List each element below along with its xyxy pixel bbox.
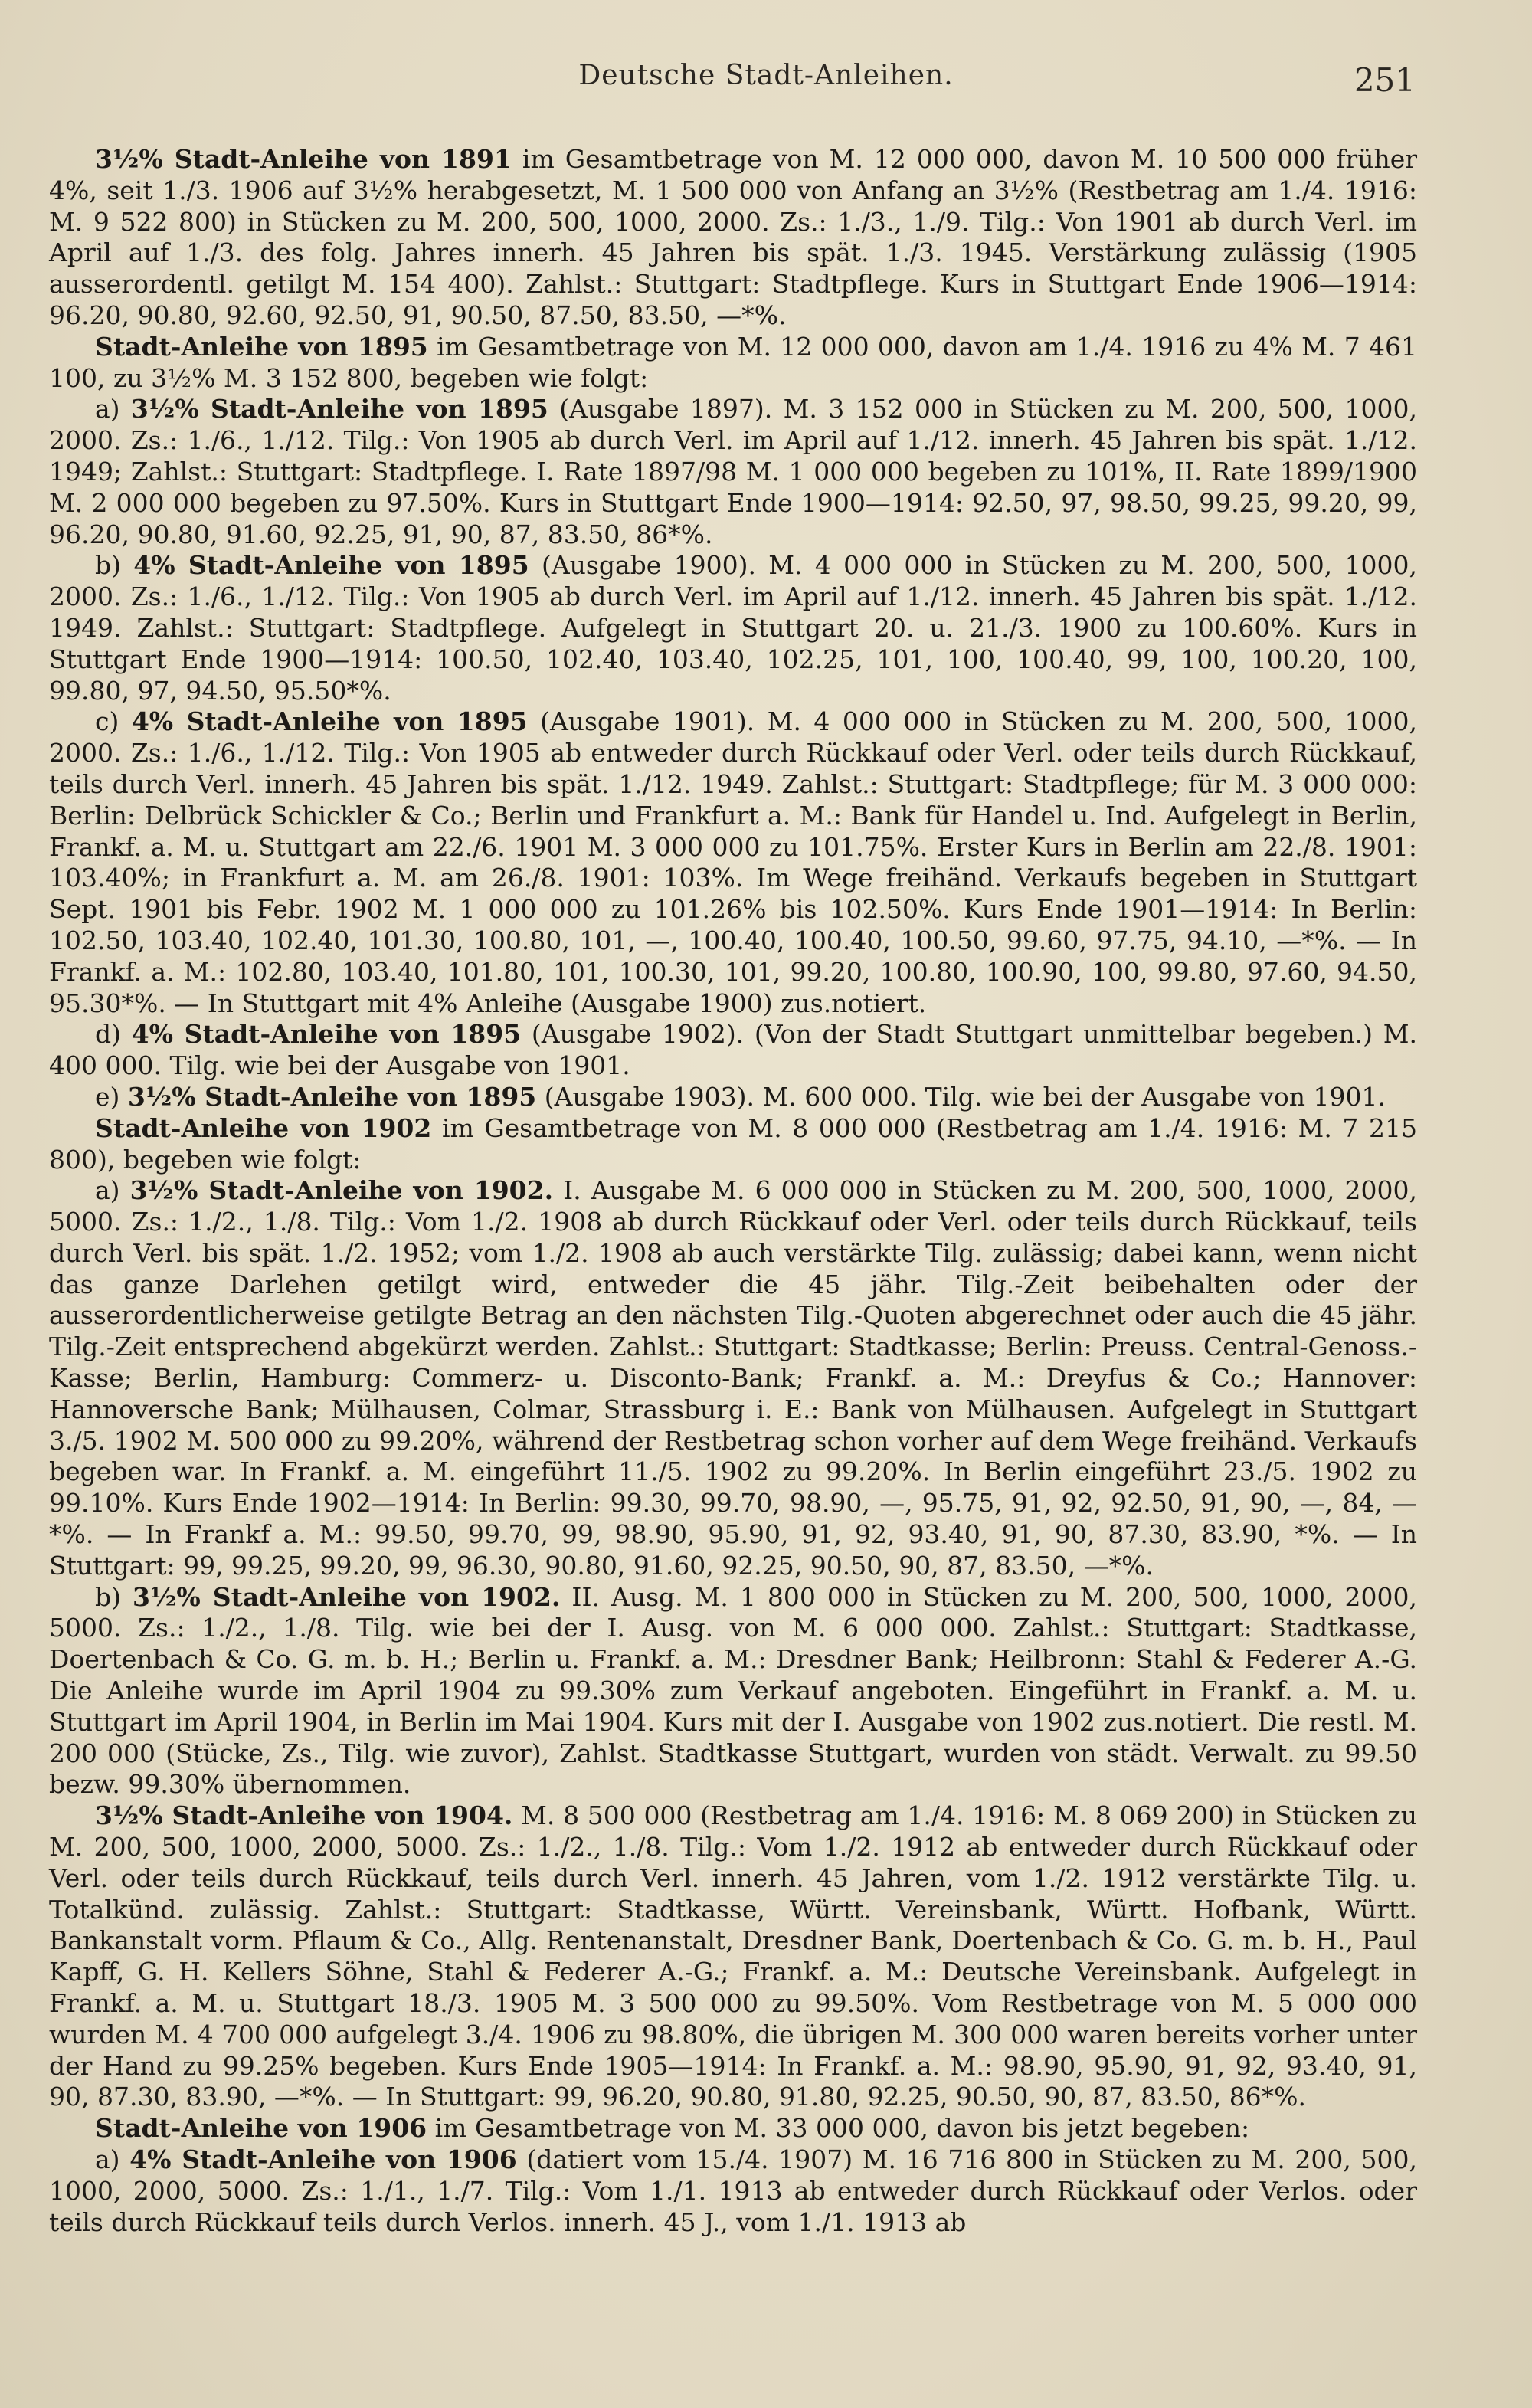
paragraph-prefix: d) xyxy=(95,1019,132,1050)
paragraph-lead: 3½% Stadt-Anleihe von 1902. xyxy=(129,1175,554,1206)
paragraph-lead: Stadt-Anleihe von 1906 xyxy=(95,2113,427,2144)
paragraph-prefix: e) xyxy=(95,1081,128,1112)
paragraph-text: (Ausgabe 1900). M. 4 000 000 in Stücken zu M. 200, 500, 1000, 2000. Zs.: 1./6., 1./12. Tilg.: Von 1905 ab durch Verl. im April auf 1./12. innerh. 45 Jahren bis spät. 1./12. 1949. Zahlst.: Stuttgart: Stadtpflege. Aufgelegt in Stuttgart 20. u. 21./3. 1900 zu 100.60%. Kurs in Stuttgart Ende 1900—1914: 100.50, 102.40, 103.40, 102.25, 101, 100, 100.40, 99, 100, 100.20, 100, 99.80, 97, 94.50, 95.50*%. xyxy=(49,550,1417,706)
paragraph-text: im Gesamtbetrage von M. 8 000 000 (Restbetrag am 1./4. 1916: M. 7 215 800), begeben wie folgt: xyxy=(49,1112,1418,1175)
paragraph-anleihe-1895-e xyxy=(49,1082,1417,1113)
paragraph-anleihe-1904 xyxy=(49,1800,1417,2113)
paragraph-text: II. Ausg. M. 1 800 000 in Stücken zu M. 200, 500, 1000, 2000, 5000. Zs.: 1./2., 1./8. Tilg. wie bei der I. Ausg. von M. 6 000 000. Zahlst.: Stuttgart: Stadtkasse, Doertenbach & Co. G. m. b. H.; Berlin u. Frankf. a. M.: Dresdner Bank; Heilbronn: Stahl & Federer A.-G. Die Anleihe wurde im April 1904 zu 99.30% zum Verkauf angeboten. Eingeführt in Frankf. a. M. u. Stuttgart im April 1904, in Berlin im Mai 1904. Kurs mit der I. Ausgabe von 1902 zus.notiert. Die restl. M. 200 000 (Stücke, Zs., Tilg. wie zuvor), Zahlst. Stadtkasse Stuttgart, wurden von städt. Verwalt. zu 99.50 bezw. 99.30% übernommen. xyxy=(49,1581,1417,1800)
paragraph-lead: 3½% Stadt-Anleihe von 1902. xyxy=(133,1581,561,1612)
paragraph-prefix: a) xyxy=(95,1175,130,1206)
paragraph-text: M. 8 500 000 (Restbetrag am 1./4. 1916: M. 8 069 200) in Stücken zu M. 200, 500, 1000, 2000, 5000. Zs.: 1./2., 1./8. Tilg.: Vom 1./2. 1912 ab entweder durch Rückkauf oder Verl. oder teils durch Rückkauf, teils durch Verl. innerh. 45 Jahren, vom 1./2. 1912 verstärkte Tilg. u. Totalkünd. zulässig. Zahlst.: Stuttgart: Stadtkasse, Württ. Vereinsbank, Württ. Hofbank, Württ. Bankanstalt vorm. Pflaum & Co., Allg. Rentenanstalt, Dresdner Bank, Doertenbach & Co. G. m. b. H., Paul Kapff, G. H. Kellers Söhne, Stahl & Federer A.-G.; Frankf. a. M.: Deutsche Vereinsbank. Aufgelegt in Frankf. a. M. u. Stuttgart 18./3. 1905 M. 3 500 000 zu 99.50%. Vom Restbetrage von M. 5 000 000 wurden M. 4 700 000 aufgelegt 3./4. 1906 zu 98.80%, die übrigen M. 300 000 waren bereits vorher unter der Hand zu 99.25% begeben. Kurs Ende 1905—1914: In Frankf. a. M.: 98.90, 95.90, 91, 92, 93.40, 91, 90, 87.30, 83.90, —*%. — In Stuttgart: 99, 96.20, 90.80, 91.80, 92.25, 90.50, 90, 87, 83.50, 86*%. xyxy=(49,1800,1418,2112)
paragraph-prefix: b) xyxy=(95,550,134,581)
paragraph-anleihe-1895-b xyxy=(49,550,1417,706)
paragraph-anleihe-1895-c xyxy=(49,706,1417,1019)
paragraph-anleihe-1906-a xyxy=(49,2144,1417,2238)
paragraph-lead: 3½% Stadt-Anleihe von 1891 xyxy=(95,144,512,174)
paragraph-text: im Gesamtbetrage von M. 12 000 000, davon am 1./4. 1916 zu 4% M. 7 461 100, zu 3½% M. 3 152 800, begeben wie folgt: xyxy=(49,331,1417,393)
paragraph-lead: Stadt-Anleihe von 1895 xyxy=(95,331,428,362)
paragraph-anleihe-1891 xyxy=(49,144,1417,332)
paragraph-text: im Gesamtbetrage von M. 33 000 000, davon bis jetzt begeben: xyxy=(427,2113,1250,2144)
paragraph-anleihe-1895-d xyxy=(49,1019,1417,1082)
paragraph-lead: 4% Stadt-Anleihe von 1906 xyxy=(129,2144,517,2174)
paragraph-prefix: a) xyxy=(95,394,131,424)
paragraph-anleihe-1895-a xyxy=(49,394,1417,550)
body-text xyxy=(49,144,1417,2238)
paragraph-lead: Stadt-Anleihe von 1902 xyxy=(95,1112,432,1143)
paragraph-prefix: c) xyxy=(95,706,132,737)
paragraph-anleihe-1906 xyxy=(49,2113,1417,2144)
page-header xyxy=(0,60,1532,106)
paragraph-lead: 4% Stadt-Anleihe von 1895 xyxy=(131,706,528,737)
paragraph-prefix: a) xyxy=(95,2144,130,2174)
paragraph-anleihe-1902 xyxy=(49,1113,1417,1176)
running-title: Deutsche Stadt-Anleihen. xyxy=(578,60,954,91)
paragraph-prefix: b) xyxy=(95,1581,133,1612)
paragraph-text: (Ausgabe 1902). (Von der Stadt Stuttgart unmittelbar begeben.) M. 400 000. Tilg. wie bei der Ausgabe von 1901. xyxy=(49,1019,1417,1081)
paragraph-anleihe-1902-b xyxy=(49,1582,1417,1801)
paragraph-text: (datiert vom 15./4. 1907) M. 16 716 800 in Stücken zu M. 200, 500, 1000, 2000, 5000. Zs.: 1./1., 1./7. Tilg.: Vom 1./1. 1913 ab entweder durch Rückkauf oder Verlos. oder teils durch Rückkauf teils durch Verlos. innerh. 45 J., vom 1./1. 1913 ab xyxy=(49,2144,1418,2237)
paragraph-text: im Gesamtbetrage von M. 12 000 000, davon M. 10 500 000 früher 4%, seit 1./3. 1906 auf 3½% herabgesetzt, M. 1 500 000 von Anfang an 3½% (Restbetrag am 1./4. 1916: M. 9 522 800) in Stücken zu M. 200, 500, 1000, 2000. Zs.: 1./3., 1./9. Tilg.: Von 1901 ab durch Verl. im April auf 1./3. des folg. Jahres innerh. 45 Jahren bis spät. 1./3. 1945. Verstärkung zulässig (1905 ausserordentl. getilgt M. 154 400). Zahlst.: Stuttgart: Stadtpflege. Kurs in Stuttgart Ende 1906—1914: 96.20, 90.80, 92.60, 92.50, 91, 90.50, 87.50, 83.50, —*%. xyxy=(49,144,1417,330)
paragraph-anleihe-1895 xyxy=(49,332,1417,395)
paragraph-text: (Ausgabe 1901). M. 4 000 000 in Stücken zu M. 200, 500, 1000, 2000. Zs.: 1./6., 1./12. Tilg.: Von 1905 ab entweder durch Rückkauf oder Verl. oder teils durch Rückkauf, teils durch Verl. innerh. 45 Jahren bis spät. 1./12. 1949. Zahlst.: Stuttgart: Stadtpflege; für M. 3 000 000: Berlin: Delbrück Schickler & Co.; Berlin und Frankfurt a. M.: Bank für Handel u. Ind. Aufgelegt in Berlin, Frankf. a. M. u. Stuttgart am 22./6. 1901 M. 3 000 000 zu 101.75%. Erster Kurs in Berlin am 22./8. 1901: 103.40%; in Frankfurt a. M. am 26./8. 1901: 103%. Im Wege freihänd. Verkaufs begeben in Stuttgart Sept. 1901 bis Febr. 1902 M. 1 000 000 zu 101.26% bis 102.50%. Kurs Ende 1901—1914: In Berlin: 102.50, 103.40, 102.40, 101.30, 100.80, 101, —, 100.40, 100.40, 100.50, 99.60, 97.75, 94.10, —*%. — In Frankf. a. M.: 102.80, 103.40, 101.80, 101, 100.30, 101, 99.20, 100.80, 100.90, 100, 99.80, 97.60, 94.50, 95.30*%. — In Stuttgart mit 4% Anleihe (Ausgabe 1900) zus.notiert. xyxy=(49,706,1417,1018)
paragraph-lead: 3½% Stadt-Anleihe von 1895 xyxy=(127,1081,537,1112)
paragraph-lead: 3½% Stadt-Anleihe von 1895 xyxy=(130,394,548,424)
paragraph-anleihe-1902-a xyxy=(49,1175,1417,1581)
paragraph-lead: 3½% Stadt-Anleihe von 1904. xyxy=(95,1800,513,1831)
paragraph-text: I. Ausgabe M. 6 000 000 in Stücken zu M. 200, 500, 1000, 2000, 5000. Zs.: 1./2., 1./8. Tilg.: Vom 1./2. 1908 ab durch Rückkauf oder Verl. oder teils durch Rückkauf, teils durch Verl. bis spät. 1./2. 1952; vom 1./2. 1908 ab auch verstärkte Tilg. zulässig; dabei kann, wenn nicht das ganze Darlehen getilgt wird, entweder die 45 jähr. Tilg.-Zeit beibehalten oder der ausserordentlicherweise getilgte Betrag an den nächsten Tilg.-Quoten abgerechnet oder auch die 45 jähr. Tilg.-Zeit entsprechend abgekürzt werden. Zahlst.: Stuttgart: Stadtkasse; Berlin: Preuss. Central-Genoss.-Kasse; Berlin, Hamburg: Commerz- u. Disconto-Bank; Frankf. a. M.: Dreyfus & Co.; Hannover: Hannoversche Bank; Mülhausen, Colmar, Strassburg i. E.: Bank von Mülhausen. Aufgelegt in Stuttgart 3./5. 1902 M. 500 000 zu 99.20%, während der Restbetrag schon vorher auf dem Wege freihänd. Verkaufs begeben war. In Frankf. a. M. eingeführt 11./5. 1902 zu 99.20%. In Berlin eingeführt 23./5. 1902 zu 99.10%. Kurs Ende 1902—1914: In Berlin: 99.30, 99.70, 98.90, —, 95.75, 91, 92, 92.50, 91, 90, —, 84, —*%. — In Frankf a. M.: 99.50, 99.70, 99, 98.90, 95.90, 91, 92, 93.40, 91, 90, 87.30, 83.90, *%. — In Stuttgart: 99, 99.25, 99.20, 99, 96.30, 90.80, 91.60, 92.25, 90.50, 90, 87, 83.50, —*%. xyxy=(49,1175,1417,1581)
paragraph-lead: 4% Stadt-Anleihe von 1895 xyxy=(131,1019,522,1050)
paragraph-lead: 4% Stadt-Anleihe von 1895 xyxy=(133,550,529,581)
paragraph-text: (Ausgabe 1897). M. 3 152 000 in Stücken zu M. 200, 500, 1000, 2000. Zs.: 1./6., 1./12. Tilg.: Von 1905 ab durch Verl. im April auf 1./12. innerh. 45 Jahren bis spät. 1./12. 1949; Zahlst.: Stuttgart: Stadtpflege. I. Rate 1897/98 M. 1 000 000 begeben zu 101%, II. Rate 1899/1900 M. 2 000 000 begeben zu 97.50%. Kurs in Stuttgart Ende 1900—1914: 92.50, 97, 98.50, 99.25, 99.20, 99, 96.20, 90.80, 91.60, 92.25, 91, 90, 87, 83.50, 86*%. xyxy=(49,394,1417,549)
paragraph-text: (Ausgabe 1903). M. 600 000. Tilg. wie bei der Ausgabe von 1901. xyxy=(536,1081,1386,1112)
page-number: 251 xyxy=(1354,61,1416,99)
